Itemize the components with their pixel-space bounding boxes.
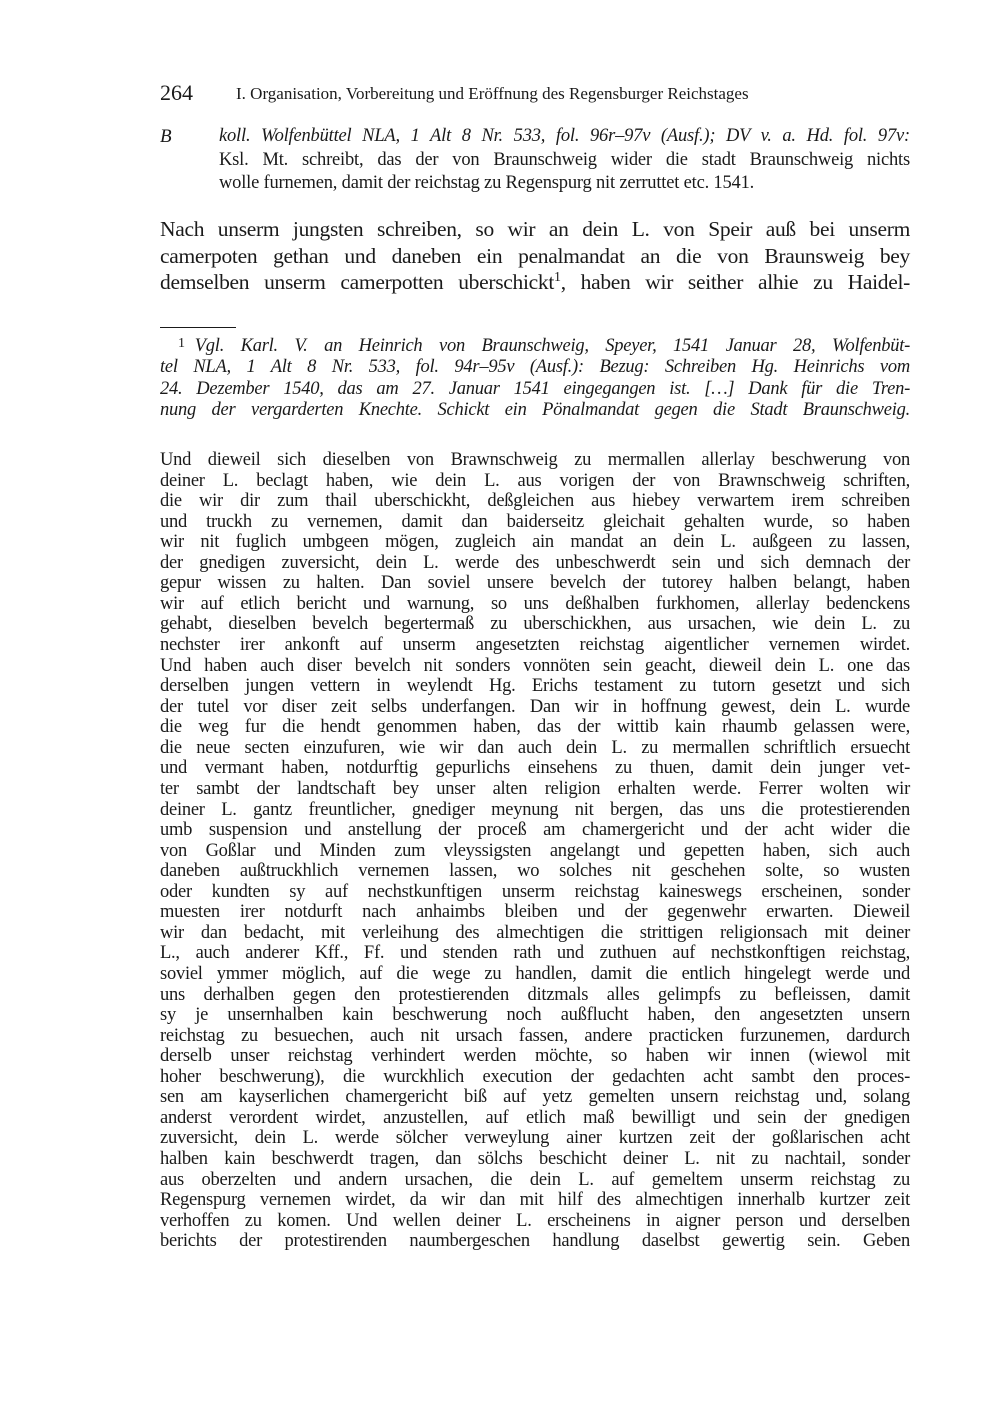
- text-line: uns derhalben gegen den protestierenden ditzmals alles gelimpfs zu befleissen, damit: [160, 984, 910, 1005]
- text-line: tel NLA, 1 Alt 8 Nr. 533, fol. 94r–95v (Ausf.): Bezug: Schreiben Hg. Heinrichs vom: [160, 357, 910, 378]
- page-number: 264: [160, 80, 193, 105]
- text-line: halben kain beschwerdt tragen, dan sölchs beschicht deiner L. nit zu nachtail, sonder: [160, 1149, 910, 1170]
- text-line: anderst verordent wirdet, anzustellen, auf etlich maß bewilligt und sein der gnedigen: [160, 1107, 910, 1128]
- text-line: Und dieweil sich dieselben von Brawnschweig zu mermallen allerlay beschwerung von: [160, 450, 910, 470]
- text-line: camerpoten gethan und daneben ein penalmandat an die von Braunsweig bey: [160, 244, 910, 268]
- text-line: die neue secten einzufuren, wie wir dan auch dein L. zu mermallen schriftlich ersuecht: [160, 737, 910, 758]
- text-line: daneben außtruckhlich vernemen lassen, wo solches nit geschehen solte, so wusten: [160, 861, 910, 882]
- text-line: [178, 336, 910, 357]
- text-line: verhoffen zu komen. Und wellen deiner L. erscheinens in aigner person und derselben: [160, 1210, 910, 1231]
- text-line: Ksl. Mt. schreibt, das der von Braunschweig wider die stadt Braunschweig nichts: [219, 149, 910, 170]
- text-line: der gnedigen zuversicht, dein L. werde des unbeschwerdt sein und sich demnach der: [160, 552, 910, 573]
- text-line: nechster irer ankonft auf unserm angesetzten reichstag aigentlicher vernemen wirdet.: [160, 635, 910, 656]
- text-line: wir nit fuglich umbgeen mögen, zugleich ain mandat an dein L. außgeen zu lassen,: [160, 532, 910, 553]
- text-line: hoher beschwerung), die wurckhlich execution der gedachten acht sambt den proces-: [160, 1066, 910, 1087]
- running-title: I. Organisation, Vorbereitung und Eröffnung des Regensburger Reichstages: [236, 84, 749, 103]
- text-line: muesten irer notdurft nach anhaimbs bleiben und der gegenwehr erwarten. Dieweil: [160, 902, 910, 923]
- text-line: ter sambt der landtschaft bey unser alten religion erhalten werde. Ferrer wolten wir: [160, 778, 910, 799]
- text-line: nung der vergarderten Knechte. Schickt ein Pönalmandat gegen die Stadt Braunschweig.: [160, 399, 910, 420]
- text-line: Und haben auch diser bevelch nit sonders vonnöten sein geacht, dieweil dein L. one das: [160, 655, 910, 676]
- text-segment: , haben wir seither alhie zu Haidel-: [560, 270, 910, 294]
- text-line: gepur wissen zu halten. Dan soviel unsere bevelch der tutorey halben belangt, haben: [160, 573, 910, 594]
- text-line: umb suspension und anstellung der proceß am chamergericht und der acht wider die: [160, 820, 910, 841]
- text-line: sy je unsernhalben kain beschwerung noch außflucht haben, den angesetzten unsern: [160, 1005, 910, 1026]
- text-line: der tutel vor diser zeit selbs underfangen. Dan wir in hoffnung gewest, dein L. wurde: [160, 696, 910, 717]
- footnote-divider: [160, 327, 236, 328]
- text-line: [160, 270, 910, 295]
- text-line: und truckh zu vernemen, damit dan baiderseitz gleichait gehalten wurde, so haben: [160, 511, 910, 532]
- footnote-number: 1: [178, 336, 185, 351]
- text-line: gehabt, dieselben bevelch begertermaß zu uberschickhen, aus ursachen, wie dein L. zu: [160, 614, 910, 635]
- text-segment: demselben unserm camerpotten uberschickt: [160, 270, 555, 294]
- text-line: sen am kayserlichen chamergericht biß auf yetz gemelten unsern reichstag und, solang: [160, 1087, 910, 1108]
- text-line: Nach unserm jungsten schreiben, so wir an dein L. von Speir auß bei unserm: [160, 217, 910, 241]
- text-line: derselben jungen vettern in weylendt Hg. Erichs testament zu tutorn gesetzt und sich: [160, 676, 910, 697]
- text-line: deiner L. gantz freuntlicher, gnediger meynung nit bergen, das uns die protestierenden: [160, 799, 910, 820]
- text-line: aus oberzelten und andern ursachen, die dein L. auf gemeltem unserm reichstag zu: [160, 1169, 910, 1190]
- text-line: reichstag zu besuechen, auch nit ursach fassen, andere practicken furzunemen, dardurch: [160, 1025, 910, 1046]
- text-line: soviel ymmer möglich, auf die wege zu handlen, damit die entlich hingelegt werde und: [160, 964, 910, 984]
- text-line: deiner L. beclagt haben, wie dein L. aus vorigen der von Brawnschweig schriften,: [160, 470, 910, 491]
- text-line: die weg fur die hendt genommen haben, das der wittib kain rhaumb gelassen were,: [160, 717, 910, 738]
- footnote-ref[interactable]: 1: [554, 269, 561, 285]
- text-line: und vermant haben, notdurftig gepurlichs einsehens zu thuen, damit dein junger vet-: [160, 758, 910, 779]
- source-siglum: B: [160, 126, 172, 147]
- text-line: koll. Wolfenbüttel NLA, 1 Alt 8 Nr. 533, fol. 96r–97v (Ausf.); DV v. a. Hd. fol. 97v:: [219, 126, 910, 146]
- text-line: die wir dir zum thail uberschickht, deßgleichen aus hiebey verwartem irem schreiben: [160, 491, 910, 512]
- text-line: oder kundten sy auf nechstkunftigen unserm reichstag kaineswegs erscheinen, sonder: [160, 881, 910, 902]
- text-line: L., auch anderer Kff., Ff. und stenden rath und zuthuen auf nechstkonftigen reichstag,: [160, 943, 910, 964]
- text-line: Regenspurg vernemen wirdet, da wir dan mit hilf des almechtigen innerhalb kurtzer zeit: [160, 1190, 910, 1211]
- text-line: wir auf etlich bericht und warnung, so uns deßhalben furkhomen, allerlay bedenckens: [160, 593, 910, 614]
- text-segment: Vgl. Karl. V. an Heinrich von Braunschweig, Speyer, 1541 Januar 28, Wolfenbüt-: [194, 336, 910, 356]
- text-line: zuversicht, dein L. werde sölcher verweylung ainer kurtzen zeit der goßlarischen acht: [160, 1128, 910, 1149]
- text-line: von Goßlar und Minden zum vleyssigsten angelangt und gepetten haben, sich auch: [160, 840, 910, 861]
- text-line: berichts der protestirenden naumbergeschen handlung daselbst gewertig sein. Geben: [160, 1231, 910, 1252]
- text-line: wir dan bedacht, mit verleihung des almechtigen die strittigen religionsach mit deiner: [160, 922, 910, 943]
- text-line: 24. Dezember 1540, das am 27. Januar 1541 eingegangen ist. […] Dank für die Tren-: [160, 378, 910, 399]
- text-line: wolle furnemen, damit der reichstag zu Regenspurg nit zerruttet etc. 1541.: [219, 173, 755, 193]
- text-line: derselb unser reichstag verhindert werden möchte, so haben wir innen (wiewol mit: [160, 1046, 910, 1067]
